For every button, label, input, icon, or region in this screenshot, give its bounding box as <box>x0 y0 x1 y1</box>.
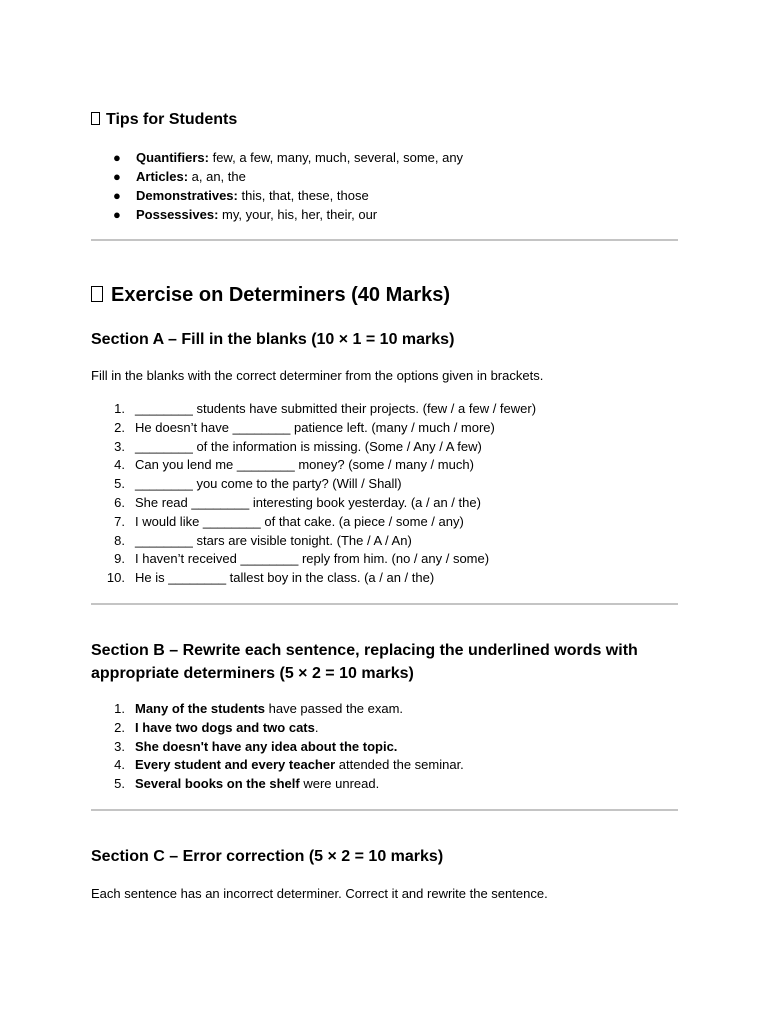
divider <box>91 809 678 811</box>
bullet-icon: ● <box>113 150 121 165</box>
divider <box>91 239 678 241</box>
list-item: 8. ________ stars are visible tonight. (The / A / An) <box>114 532 412 548</box>
section-a-heading: Section A – Fill in the blanks (10 × 1 = 10 marks) <box>91 331 455 348</box>
page-title: Exercise on Determiners (40 Marks) <box>91 283 450 307</box>
list-item: ● Quantifiers: few, a few, many, much, several, some, any <box>113 150 464 165</box>
list-item: 10. He is ________ tallest boy in the class. (a / an / the) <box>106 570 435 586</box>
list-item: 1. Many of the students have passed the exam. <box>114 701 404 716</box>
bullet-icon: ● <box>113 207 121 222</box>
list-item: 4. Can you lend me ________ money? (some / many / much) <box>114 457 474 473</box>
list-item: 2. I have two dogs and two cats. <box>114 719 319 735</box>
divider <box>91 603 678 605</box>
list-item: ● Demonstratives: this, that, these, those <box>113 188 369 203</box>
list-item: 7. I would like ________ of that cake. (a piece / some / any) <box>114 513 464 529</box>
tips-list <box>113 148 463 224</box>
list-item: 5. Several books on the shelf were unread. <box>114 776 380 792</box>
bullet-icon: ● <box>113 169 121 184</box>
bullet-icon: ● <box>113 188 121 203</box>
tips-heading <box>91 110 237 130</box>
list-item: 1. ________ students have submitted their projects. (few / a few / fewer) <box>114 401 537 416</box>
notebook-icon <box>91 112 100 125</box>
list-item: ● Possessives: my, your, his, her, their, our <box>113 207 378 222</box>
section-a-questions <box>91 400 536 588</box>
list-item: 6. She read ________ interesting book yesterday. (a / an / the) <box>114 494 481 510</box>
list-item: 2. He doesn’t have ________ patience left. (many / much / more) <box>114 419 495 435</box>
list-item: 4. Every student and every teacher attended the seminar. <box>114 757 464 773</box>
tips-heading-text: Tips for Students <box>106 111 238 128</box>
section-b-questions <box>91 700 464 794</box>
list-item: 3. ________ of the information is missing. (Some / Any / A few) <box>114 438 482 454</box>
list-item: 9. I haven’t received ________ reply from him. (no / any / some) <box>114 551 490 567</box>
section-c-heading: Section C – Error correction (5 × 2 = 10 marks) <box>91 848 444 865</box>
list-item: 5. ________ you come to the party? (Will / Shall) <box>114 476 402 492</box>
list-item: ● Articles: a, an, the <box>113 169 246 184</box>
section-c-instruction: Each sentence has an incorrect determiner. Correct it and rewrite the sentence. <box>91 886 548 901</box>
section-a-instruction: Fill in the blanks with the correct determiner from the options given in brackets. <box>91 368 544 383</box>
pencil-icon <box>91 286 103 302</box>
list-item: 3. She doesn't have any idea about the topic. <box>114 738 398 754</box>
section-b-heading: Section B – Rewrite each sentence, replacing the underlined words with appropriate determiners (5 × 2 = 10 marks) <box>91 642 638 682</box>
